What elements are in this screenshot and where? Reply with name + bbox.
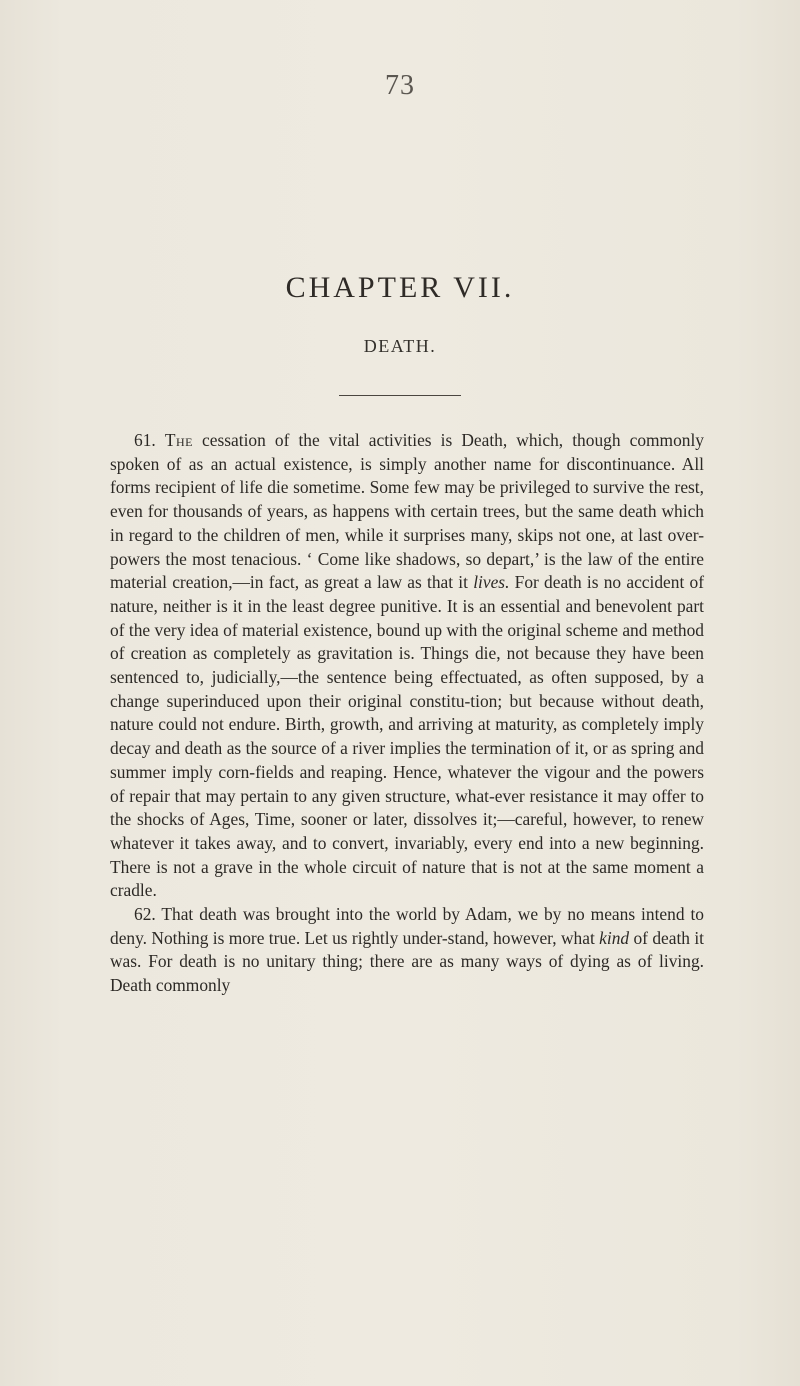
- paragraph-number: 61.: [134, 430, 156, 450]
- paragraph-number: 62.: [134, 904, 156, 925]
- paragraph-61: [110, 429, 704, 903]
- page-number: 73: [385, 70, 415, 101]
- chapter-title: CHAPTER VII.: [285, 271, 515, 304]
- paragraph-text: cessation of the vital activities is Death, which, though commonly spoken of as an actual existence, is simply another name for discontinuance. All forms recipient of life die sometime. Some few may be privileged to survive the rest, even for thousands of years, as happens with certain trees, but the same death which in regard to the children of men, while it surprises many, skips not one, at last over-powers the most tenacious. ‘ Come like shadows, so depart,’ is the law of the entire material creation,—in fact, as great a law as that it: [110, 430, 704, 593]
- body-text: [110, 429, 704, 998]
- emphasized-word: lives.: [473, 572, 510, 593]
- paragraph-62: [110, 903, 704, 998]
- emphasized-word: kind: [599, 927, 630, 948]
- section-divider: [339, 395, 461, 396]
- paragraph-text: For death is no accident of nature, neither is it in the least degree punitive. It is an essential and benevolent part of the very idea of material existence, bound up with the original scheme and method of creation as completely as gravitation is. Things die, not because they have been sentenced to, judicially,—the sentence being effectuated, as often supposed, by a change superinduced upon their original constitu-tion; but because without death, nature could not endure. Birth, growth, and arriving at maturity, as completely imply decay and death as the source of a river implies the termination of it, or as spring and summer imply corn-fields and reaping. Hence, whatever the vigour and the powers of repair that may pertain to any given structure, what-ever resistance it may offer to the shocks of Ages, Time, sooner or later, dissolves it;—careful, however, to renew whatever it takes away, and to convert, invariably, every end into a new beginning. There is not a grave in the whole circuit of nature that is not at the same moment a cradle.: [110, 572, 704, 901]
- paragraph-text: That death was brought into the world by Adam, we by no means intend to deny. Nothing is more true. Let us rightly under-stand, however, what: [110, 904, 704, 948]
- paragraph-text: of death it was. For death is no unitary thing; there are as many ways of dying as of living. Death commonly: [110, 927, 705, 996]
- paragraph-lead-word: The: [164, 430, 193, 450]
- chapter-subtitle: DEATH.: [363, 336, 437, 356]
